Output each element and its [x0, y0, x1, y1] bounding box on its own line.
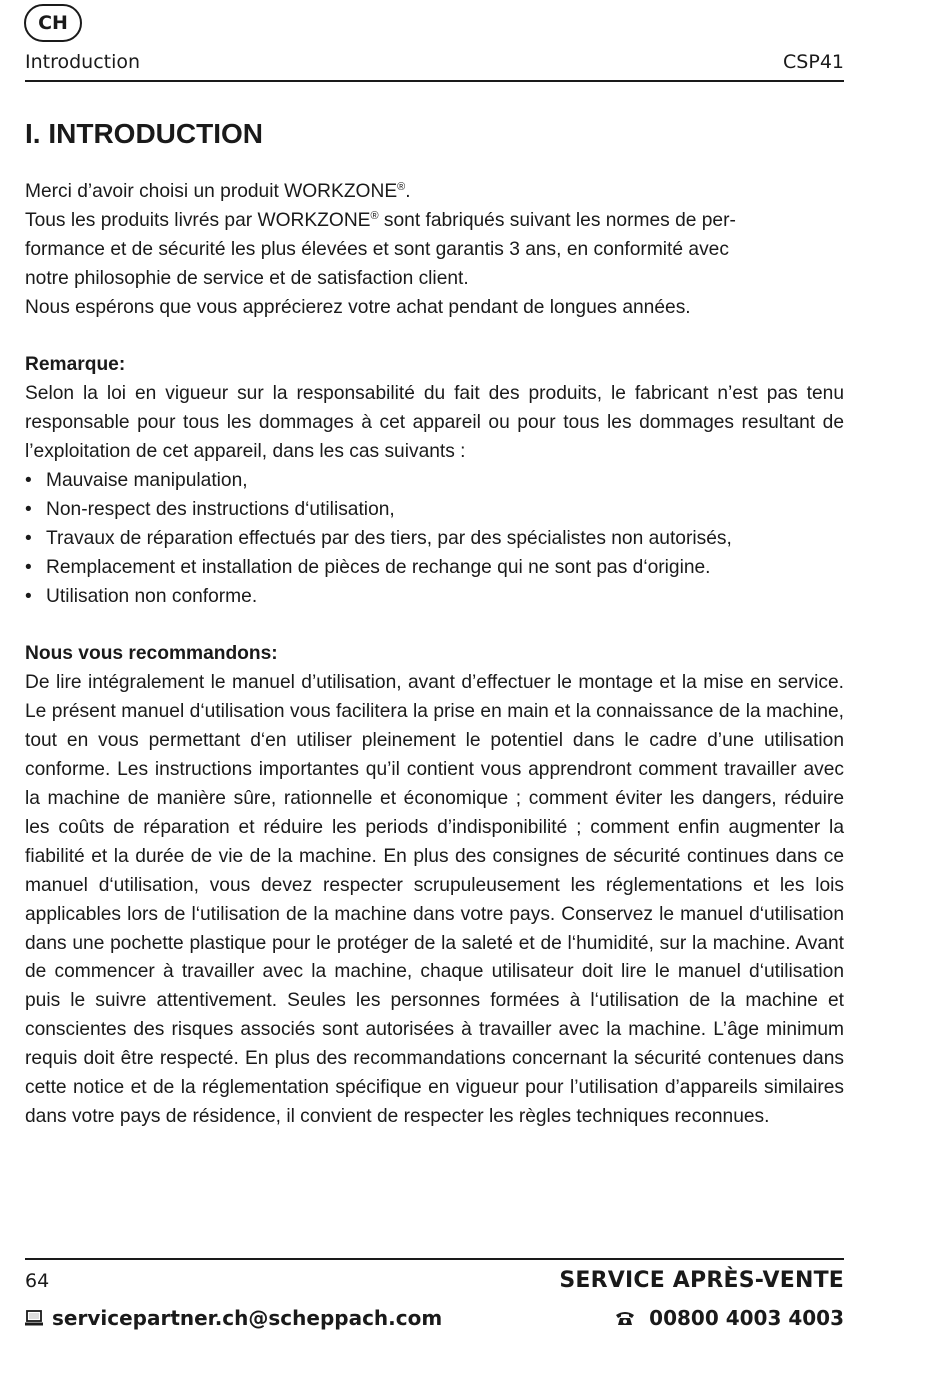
spacer [25, 323, 844, 352]
registered-mark: ® [370, 209, 379, 222]
list-item: • Non-respect des instructions d‘utilisation, [25, 496, 844, 525]
intro-line: formance et de sécurité les plus élevées et sont garantis 3 ans, en conformité avec [25, 238, 729, 260]
remarque-list [25, 467, 844, 612]
phone-number[interactable]: 00800 4003 4003 [649, 1306, 844, 1330]
model-name: CSP41 [783, 51, 844, 73]
recommandons-text: De lire intégralement le manuel d’utilisation, avant d’effectuer le montage et la mise en service. Le présent manuel d‘utilisation vous facilitera la prise en main et la connaissance de la machine, tout en vous permettant d‘en utiliser pleinement le potentiel dans le cadre d’une utilisation conforme. Les instructions importantes qu’il contient vous apprendront comment travailler avec la machine de manière sûre, rationnelle et économique ; comment éviter les dangers, réduire les coûts de réparation et réduire les periods d’indisponibilité ; comment enfin augmenter la fiabilité et la durée de vie de la machine. En plus des consignes de sécurité continues dans ce manuel d‘utilisation, vous devez respecter scrupuleusement les réglementations et les lois applicables lors de l‘utilisation de la machine dans votre pays. Conservez le manuel d‘utilisation dans une pochette plastique pour le protéger de la saleté et de l‘humidité, sur la machine. Avant de commencer à travailler avec la machine, chaque utilisateur doit lire le manuel d‘utilisation puis le suivre attentivement. Seules les personnes formées à l‘utilisation de la machine et conscientes des risques associés sont autorisées à travailler avec la machine. L’âge minimum requis doit être respecté. En plus des recommandations concernant la sécurité contenues dans cette notice et de la réglementation spécifique en vigueur pour l’utilisation d’appareils similaires dans votre pays de résidence, il convient de respecter les règles techniques reconnues. [25, 672, 844, 1127]
email-address[interactable]: servicepartner.ch@scheppach.com [52, 1306, 443, 1330]
recommandons-heading: Nous vous recommandons: [25, 643, 278, 665]
computer-icon [25, 1310, 43, 1326]
section-name: Introduction [25, 51, 141, 73]
intro-line: Tous les produits livrés par WORKZONE® sont fabriqués suivant les normes de per- [25, 209, 736, 231]
footer-divider [25, 1258, 844, 1260]
intro-line: Merci d’avoir choisi un produit WORKZONE®. [25, 181, 411, 202]
country-badge [24, 4, 82, 42]
remarque-text: Selon la loi en vigueur sur la responsabilité du fait des produits, le fabricant n’est pas tenu responsable pour tous les dommages à cet appareil ou pour tous les dommages resultant de l’exploitation de cet appareil, dans les cas suivants : [25, 383, 844, 463]
country-code: CH [38, 12, 68, 34]
remarque-section [25, 351, 844, 611]
list-item: • Mauvaise manipulation, [25, 467, 844, 496]
phone-contact [615, 1304, 844, 1332]
registered-mark: ® [397, 181, 406, 193]
list-item: • Travaux de réparation effectués par des tiers, par des spécialistes non autorisés, [25, 525, 844, 554]
telephone-icon [615, 1310, 635, 1326]
service-label: SERVICE APRÈS-VENTE [559, 1268, 844, 1293]
main-content [25, 178, 844, 1132]
header-divider [25, 80, 844, 82]
remarque-heading: Remarque: [25, 354, 126, 376]
intro-line: Nous espérons que vous apprécierez votre achat pendant de longues années. [25, 296, 691, 318]
page-number: 64 [25, 1270, 50, 1292]
email-contact [25, 1304, 442, 1332]
list-item: • Remplacement et installation de pièces de rechange qui ne sont pas d‘origine. [25, 554, 844, 583]
intro-section [25, 178, 844, 323]
page-title: I. INTRODUCTION [25, 118, 263, 149]
spacer [25, 612, 844, 641]
list-item: • Utilisation non conforme. [25, 583, 844, 612]
recommandons-section [25, 640, 844, 1131]
intro-line: notre philosophie de service et de satisfaction client. [25, 267, 469, 289]
